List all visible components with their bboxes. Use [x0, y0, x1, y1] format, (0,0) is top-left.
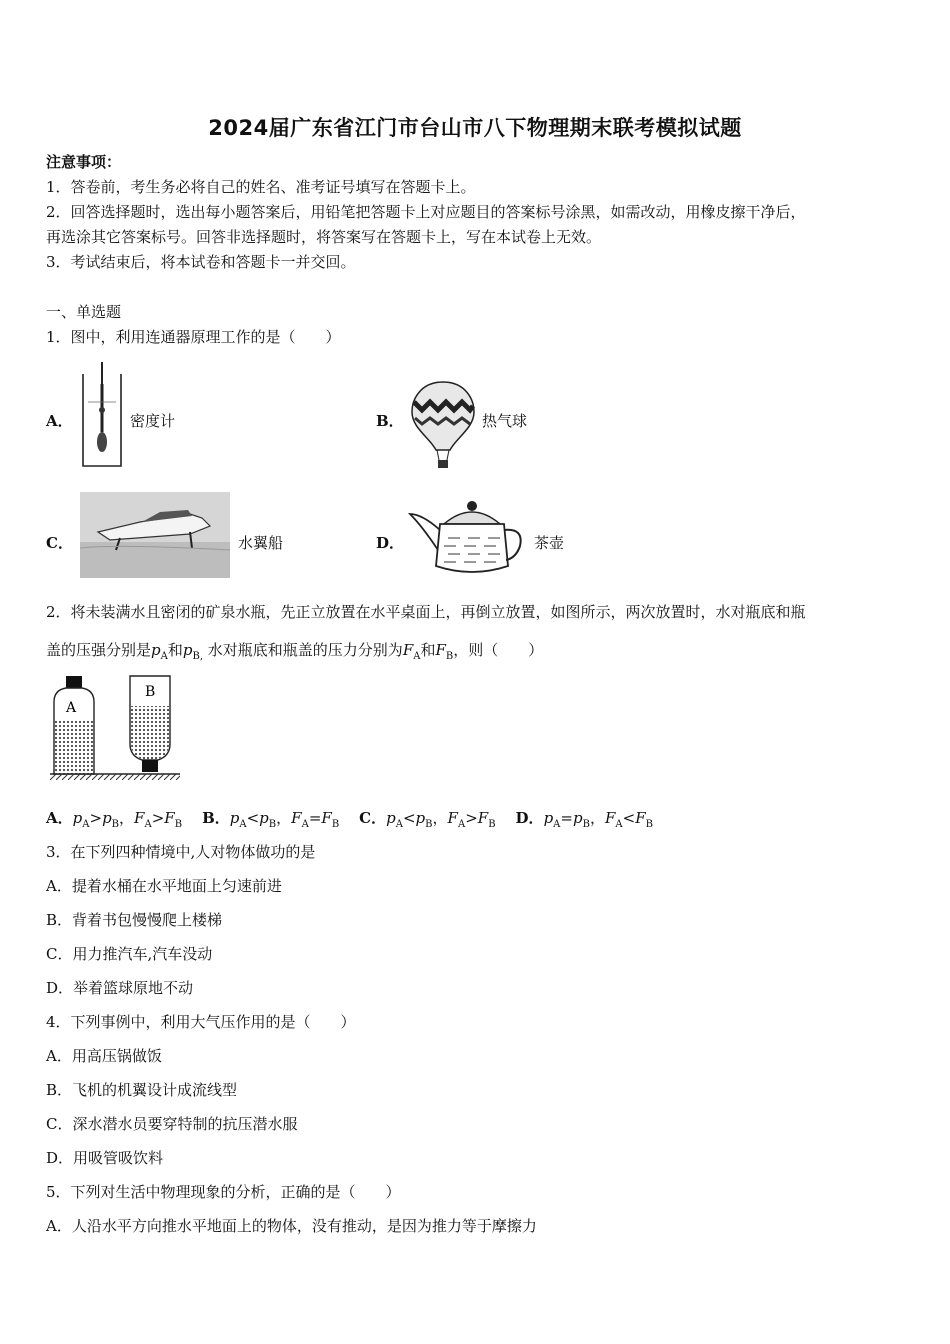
- var-f: F: [604, 809, 616, 827]
- q4-option: D．用吸管吸饮料: [46, 1149, 164, 1167]
- q5-stem: 5．下列对生活中物理现象的分析，正确的是（ ）: [46, 1183, 401, 1201]
- q2-option-label: A．: [46, 809, 73, 827]
- sub-b: B,: [192, 651, 204, 662]
- q5-option: A．人沿水平方向推水平地面上的物体，没有推动，是因为推力等于摩擦力: [46, 1217, 537, 1235]
- sub-b: B: [582, 819, 590, 830]
- sub-b: B: [331, 819, 340, 830]
- sub-b: B: [268, 819, 277, 830]
- var-p: p: [572, 809, 583, 827]
- sub-a: A: [82, 819, 90, 830]
- var-p: p: [182, 641, 193, 659]
- var-f: F: [435, 641, 446, 659]
- sub-a: A: [301, 819, 309, 830]
- var-p: p: [151, 641, 161, 659]
- notice-heading: 注意事项：: [46, 153, 122, 171]
- var-p: p: [229, 809, 240, 827]
- q4-option: A．用高压锅做饭: [46, 1047, 162, 1065]
- q1-option-c-label: C．: [46, 534, 73, 552]
- relation: >: [89, 809, 103, 827]
- notice-item: 2．回答选择题时，选出每小题答案后，用铅笔把答题卡上对应题目的答案标号涂黑，如需改动，用橡皮擦干净后，: [46, 203, 806, 221]
- hot-air-balloon-figure: [410, 380, 476, 472]
- var-f: F: [447, 809, 458, 827]
- relation: =: [308, 809, 322, 827]
- hydrofoil-boat-figure: [80, 492, 230, 578]
- section-heading: 一、单选题: [46, 303, 122, 321]
- q3-option: A．提着水桶在水平地面上匀速前进: [46, 877, 282, 895]
- q2-text: 和: [420, 641, 436, 659]
- relation: >: [465, 809, 478, 827]
- sub-b: B: [111, 819, 120, 830]
- var-p: p: [259, 809, 269, 827]
- var-f: F: [321, 809, 332, 827]
- sub-b: B: [425, 819, 433, 830]
- sub-a: A: [457, 819, 466, 830]
- q1-option-b-label: B．: [376, 412, 404, 430]
- var-f: F: [477, 809, 489, 827]
- q2-text: 水对瓶底和瓶盖的压力分别为: [207, 641, 403, 659]
- sub-b: B: [645, 819, 653, 830]
- notice-item: 再选涂其它答案标号。回答非选择题时，将答案写在答题卡上，写在本试卷上无效。: [46, 228, 602, 246]
- page-title: 2024届广东省江门市台山市八下物理期末联考模拟试题: [208, 116, 742, 140]
- teapot-figure: [408, 494, 526, 580]
- q2-options: A．$p_A>p_B$，$F_A>F_B$ B．$p_A<p_B$，$F_A=F_B$ C．$p_A<p_B$，$F_A>F_B$ D．$p_A=p_B$，$F_A<F_B$: [46, 809, 653, 830]
- relation: =: [560, 809, 573, 827]
- q1-option-a-label: A．: [46, 412, 73, 430]
- sub-a: A: [413, 651, 421, 662]
- var-f: F: [164, 809, 175, 827]
- sub-a: A: [239, 819, 247, 830]
- relation: <: [622, 809, 636, 827]
- q4-option: C．深水潜水员要穿特制的抗压潜水服: [46, 1115, 298, 1133]
- sub-a: A: [553, 819, 561, 830]
- water-bottles-figure: [50, 672, 180, 782]
- q3-option: D．举着篮球原地不动: [46, 979, 194, 997]
- q2-text: ，则（ ）: [453, 641, 544, 659]
- q2-stem-line2: [46, 640, 543, 667]
- var-f: F: [635, 809, 646, 827]
- q1-option-a-text: 密度计: [130, 412, 176, 430]
- sub-b: B: [174, 819, 183, 830]
- notice-item: 3．考试结束后，将本试卷和答题卡一并交回。: [46, 253, 356, 271]
- relation: <: [246, 809, 260, 827]
- q3-option: B．背着书包慢慢爬上楼梯: [46, 911, 223, 929]
- var-f: F: [134, 809, 145, 827]
- sub-a: A: [144, 819, 152, 830]
- sub-a: A: [395, 819, 403, 830]
- var-f: F: [402, 641, 414, 659]
- var-p: p: [386, 809, 396, 827]
- hydrometer-figure: [80, 362, 124, 470]
- q2-option-label: C．: [359, 809, 387, 827]
- var-p: p: [102, 809, 112, 827]
- relation: <: [402, 809, 416, 827]
- q4-stem: 4．下列事例中，利用大气压作用的是（ ）: [46, 1013, 356, 1031]
- q2-text: 和: [167, 641, 183, 659]
- var-f: F: [291, 809, 302, 827]
- var-p: p: [415, 809, 426, 827]
- var-p: p: [72, 809, 83, 827]
- q3-stem: 3．在下列四种情境中,人对物体做功的是: [46, 843, 316, 861]
- q1-option-d-text: 茶壶: [534, 534, 565, 552]
- sub-a: A: [615, 819, 623, 830]
- q2-stem-line1: 2．将未装满水且密闭的矿泉水瓶，先正立放置在水平桌面上，再倒立放置，如图所示，两次放置时，水对瓶底和瓶: [46, 603, 806, 621]
- var-p: p: [543, 809, 554, 827]
- q2-option-label: B．: [202, 809, 230, 827]
- q2-text: 盖的压强分别是: [46, 641, 152, 659]
- sub-a: A: [160, 651, 168, 662]
- q1-stem: 1．图中，利用连通器原理工作的是（ ）: [46, 328, 341, 346]
- notice-item: 1．答卷前，考生务必将自己的姓名、准考证号填写在答题卡上。: [46, 178, 476, 196]
- q2-option-label: D．: [515, 809, 544, 827]
- q1-option-c-text: 水翼船: [238, 534, 284, 552]
- relation: >: [151, 809, 165, 827]
- q3-option: C．用力推汽车,汽车没动: [46, 945, 213, 963]
- bottle-a-label: A: [66, 700, 77, 716]
- bottle-b-label: B: [145, 684, 156, 700]
- sub-b: B: [445, 651, 454, 662]
- sub-b: B: [488, 819, 496, 830]
- q4-option: B．飞机的机翼设计成流线型: [46, 1081, 238, 1099]
- q1-option-b-text: 热气球: [482, 412, 528, 430]
- q1-option-d-label: D．: [376, 534, 405, 552]
